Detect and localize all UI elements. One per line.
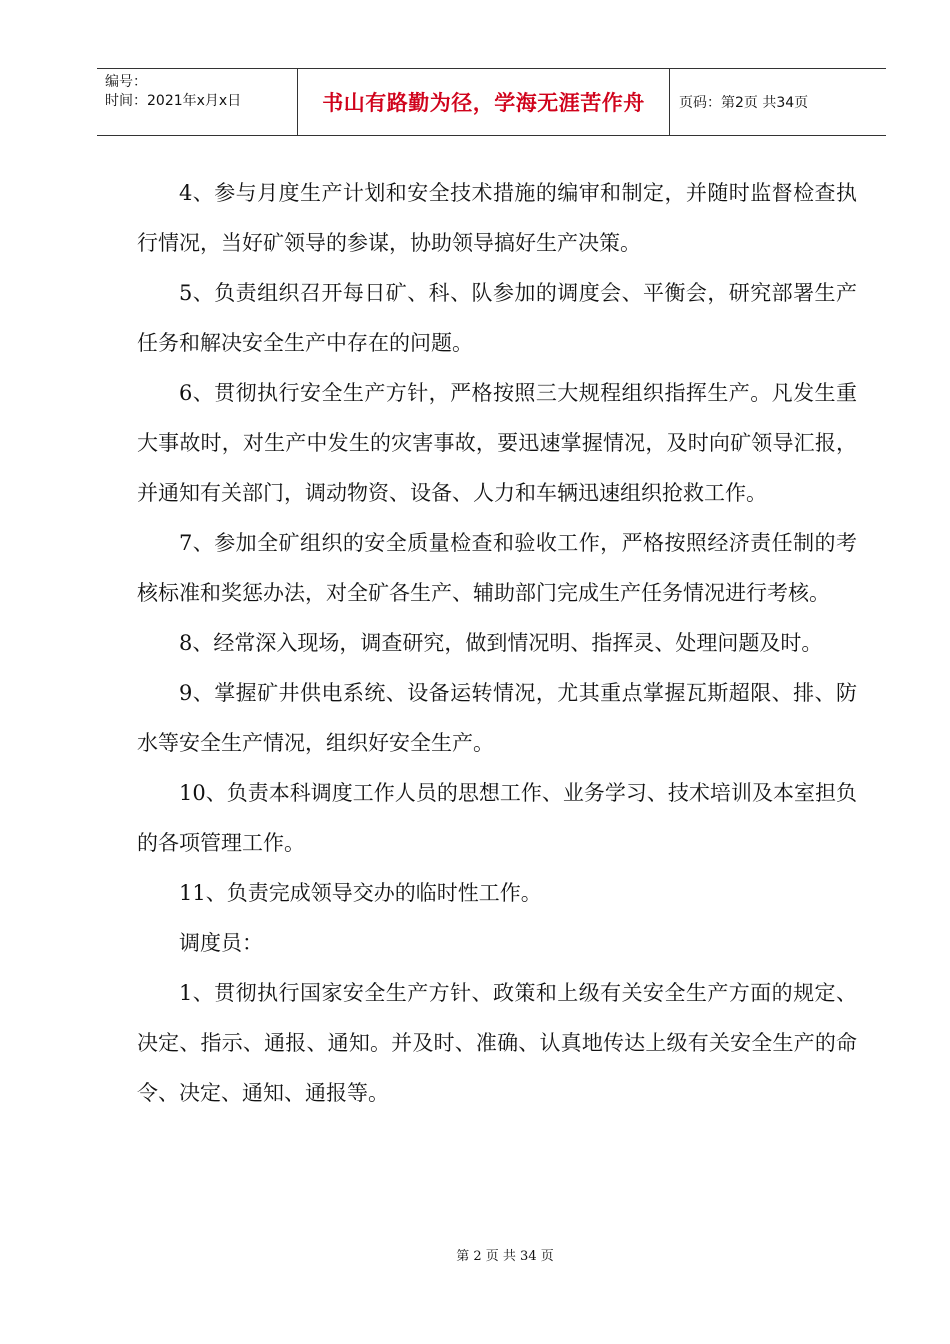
code-label: 编号： — [105, 74, 147, 90]
date-label: 时间：2021年x月x日 — [105, 93, 242, 109]
paragraph-4: 7、参加全矿组织的安全质量检查和验收工作，严格按照经济责任制的考核标准和奖惩办法，对全矿各生产、辅助部门完成生产任务情况进行考核。 — [137, 531, 857, 605]
section-heading-dispatcher: 调度员： — [179, 931, 263, 955]
paragraph-3: 6、贯彻执行安全生产方针，严格按照三大规程组织指挥生产。凡发生重大事故时，对生产中发生的灾害事故，要迅速掌握情况，及时向矿领导汇报，并通知有关部门，调动物资、设备、人力和车辆迅速组织抢救工作。 — [137, 381, 857, 505]
header-motto: 书山有路勤为径，学海无涯苦作舟 — [322, 91, 645, 115]
document-body — [137, 168, 857, 1118]
page-footer: 第 2 页 共 34 页 — [456, 1249, 554, 1264]
paragraph-8: 11、负责完成领导交办的临时性工作。 — [179, 881, 542, 905]
header-meta — [105, 73, 295, 111]
paragraph-2: 5、负责组织召开每日矿、科、队参加的调度会、平衡会，研究部署生产任务和解决安全生产中存在的问题。 — [137, 281, 857, 355]
paragraph-7: 10、负责本科调度工作人员的思想工作、业务学习、技术培训及本室担负的各项管理工作。 — [137, 781, 857, 855]
header-page-info: 页码：第2页 共34页 — [679, 95, 809, 111]
header-divider-right — [669, 69, 670, 135]
page-header — [97, 68, 886, 136]
paragraph-1: 4、参与月度生产计划和安全技术措施的编审和制定，并随时监督检查执行情况，当好矿领导的参谋，协助领导搞好生产决策。 — [137, 181, 857, 255]
paragraph-6: 9、掌握矿井供电系统、设备运转情况，尤其重点掌握瓦斯超限、排、防水等安全生产情况，组织好安全生产。 — [137, 681, 857, 755]
paragraph-9: 1、贯彻执行国家安全生产方针、政策和上级有关安全生产方面的规定、决定、指示、通报、通知。并及时、准确、认真地传达上级有关安全生产的命令、决定、通知、通报等。 — [137, 981, 857, 1105]
paragraph-5: 8、经常深入现场，调查研究，做到情况明、指挥灵、处理问题及时。 — [179, 631, 823, 655]
